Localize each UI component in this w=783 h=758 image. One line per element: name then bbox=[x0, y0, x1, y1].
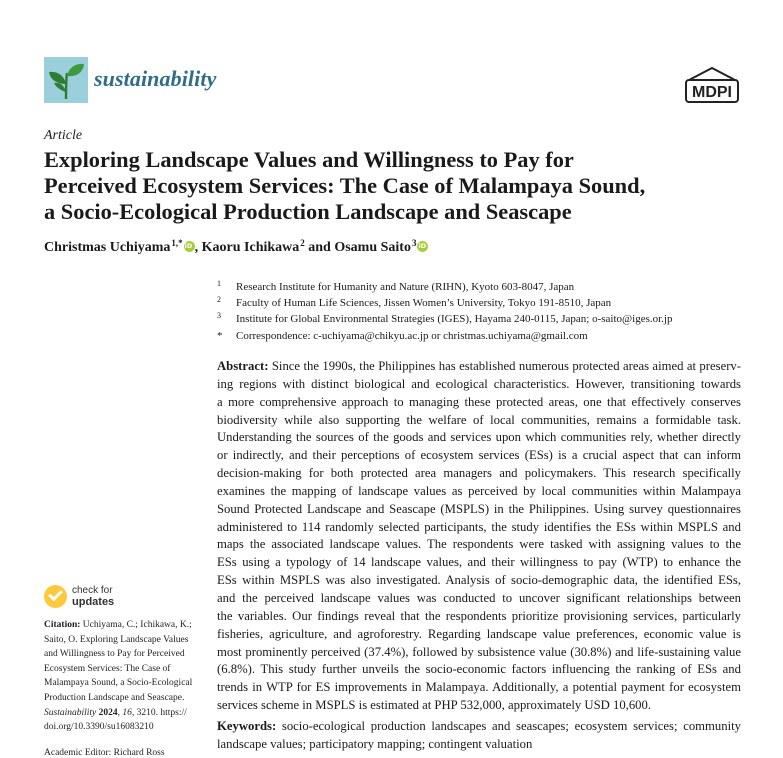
abstract-line: ESs within MSPLS was also investigated. Analysis of socio-demographic data, the identified ESs, bbox=[217, 573, 741, 588]
author-affil-sup: 1,* bbox=[171, 238, 183, 248]
abstract-line: ESs using a typology of 14 landscape values, and their willingness to pay (WTP) to enhance the bbox=[217, 555, 741, 570]
abstract-line: the variables. Our findings reveal that the respondents prioritize provisioning services, particularly bbox=[217, 608, 741, 623]
citation-label: Citation: bbox=[44, 620, 81, 630]
author-affil-sup: 3 bbox=[411, 238, 417, 248]
check-updates-icon bbox=[44, 585, 67, 608]
abstract bbox=[217, 358, 741, 715]
citation-year: 2024 bbox=[98, 707, 118, 718]
abstract-label: Abstract: bbox=[217, 359, 269, 373]
orcid-icon[interactable] bbox=[184, 241, 195, 252]
article-type: Article bbox=[44, 128, 83, 143]
keywords-line: landscape values; participatory mapping; contingent valuation bbox=[217, 736, 533, 751]
affiliation-text: Institute for Global Environmental Strategies (IGES), Hayama 240-0115, Japan; o-saito@iges.or.jp bbox=[236, 313, 673, 326]
correspondence-text[interactable]: Correspondence: c-uchiyama@chikyu.ac.jp or christmas.uchiyama@gmail.com bbox=[236, 329, 588, 342]
abstract-line: Sound Protected Landscape and Seascape (MSPLS) in the Philippines. Using survey questionnaires bbox=[217, 501, 741, 516]
author-name[interactable]: Osamu Saito bbox=[334, 240, 411, 255]
abstract-line: decision-making for both protected area managers and policymakers. This research specifically bbox=[217, 466, 741, 481]
affiliation-number: 3 bbox=[217, 311, 221, 321]
citation-doi-link[interactable]: doi.org/10.3390/su16083210 bbox=[44, 722, 154, 733]
keywords bbox=[217, 718, 741, 754]
affiliation-text: Faculty of Human Life Sciences, Jissen Women’s University, Tokyo 191-8510, Japan bbox=[236, 297, 612, 310]
citation-line: and Willingness to Pay for Perceived bbox=[44, 649, 185, 660]
orcid-icon[interactable] bbox=[417, 241, 428, 252]
abstract-line: administered to 114 randomly selected participants, the study identifies the ESs within MSPLS and bbox=[217, 519, 741, 534]
abstract-line: ing regions with distinct biological and ecological characteristics. However, transitioning towards bbox=[217, 376, 741, 391]
journal-logo bbox=[44, 57, 88, 103]
check-for-updates-badge[interactable] bbox=[44, 585, 164, 615]
affiliation-text: Research Institute for Humanity and Nature (RIHN), Kyoto 603-8047, Japan bbox=[236, 281, 575, 293]
abstract-line: Understanding the sources of the goods and services upon which communities rely, whether directly bbox=[217, 430, 741, 445]
mdpi-logo-text: MDPI bbox=[692, 84, 732, 101]
abstract-line: fisheries, agriculture, and agroforestry. Regarding landscape value preferences, economic value is bbox=[217, 626, 741, 641]
citation-pages: , 3210. https:// bbox=[131, 707, 187, 718]
title-line: Perceived Ecosystem Services: The Case of Malampaya Sound, bbox=[44, 173, 646, 198]
citation-line: Malampaya Sound, a Socio-Ecological bbox=[44, 678, 193, 689]
citation-block bbox=[44, 618, 204, 735]
affiliation-number: 2 bbox=[217, 295, 221, 305]
author-name[interactable]: Kaoru Ichikawa bbox=[201, 240, 300, 255]
academic-editor: Academic Editor: Richard Ross bbox=[44, 748, 165, 758]
author-affil-sup: 2 bbox=[300, 238, 305, 248]
abstract-line: most prominently perceived (37.4%), followed by subsistence value (30.8%) and life-sustaining value bbox=[217, 644, 741, 659]
abstract-line: or indirectly, and their perceptions of ecosystem services (ESs) is a crucial aspect that can inform bbox=[217, 448, 741, 463]
author-separator: and bbox=[304, 240, 331, 255]
mdpi-logo bbox=[683, 66, 741, 106]
citation-line: Citation: Uchiyama, C.; Ichikawa, K.; bbox=[44, 620, 192, 630]
abstract-line: Abstract: Since the 1990s, the Philippines has established numerous protected areas aimed at preserv- bbox=[217, 359, 741, 373]
check-updates-text: updates bbox=[72, 596, 115, 608]
citation-journal: Sustainability bbox=[44, 707, 97, 718]
article-title bbox=[44, 147, 744, 225]
citation-line: Production Landscape and Seascape. bbox=[44, 692, 185, 703]
abstract-line: biodiversity while also supporting the welfare of local communities, remains a formidable task. bbox=[217, 412, 741, 427]
abstract-line: (6.8%). This study further unveils the socio-economic factors influencing the ranking of ESs and bbox=[217, 662, 741, 677]
abstract-line: maps the associated landscape values. The respondents were tasked with assigning values to the bbox=[217, 537, 741, 552]
check-updates-text: check for bbox=[72, 585, 113, 596]
abstract-line: and the perceived landscape values was conducted to uncover significant relationships between bbox=[217, 590, 741, 605]
citation-volume: 16 bbox=[122, 707, 132, 718]
citation-line: Ecosystem Services: The Case of bbox=[44, 663, 171, 674]
author-separator: , bbox=[194, 240, 199, 255]
journal-name: sustainability bbox=[94, 66, 217, 91]
correspondence-marker: * bbox=[217, 329, 223, 342]
author-name[interactable]: Christmas Uchiyama bbox=[44, 240, 171, 255]
keywords-line: Keywords: socio-ecological production landscapes and seascapes; ecosystem services; community bbox=[217, 719, 741, 733]
abstract-line: a more comprehensive approach to managing these protected areas, one that effectively conserves bbox=[217, 394, 741, 409]
leaf-sprout-icon bbox=[44, 57, 88, 103]
keywords-label: Keywords: bbox=[217, 719, 277, 733]
abstract-line: trends in WTP for ES improvements in Malampaya. Additionally, a potential payment for ecosystem bbox=[217, 680, 741, 695]
abstract-line: services scheme in MSPLS is estimated at PHP 532,000, approximately USD 10,600. bbox=[217, 698, 652, 713]
title-line: a Socio-Ecological Production Landscape and Seascape bbox=[44, 199, 572, 224]
citation-line: Saito, O. Exploring Landscape Values bbox=[44, 634, 189, 645]
citation-line: Sustainability 2024, 16, 3210. https:// bbox=[44, 707, 187, 718]
title-line: Exploring Landscape Values and Willingness to Pay for bbox=[44, 147, 574, 172]
author-list bbox=[44, 238, 428, 256]
affiliation-number: 1 bbox=[217, 279, 221, 288]
abstract-line: examines the mapping of landscape values as perceived by local communities within Malampaya bbox=[217, 483, 741, 498]
